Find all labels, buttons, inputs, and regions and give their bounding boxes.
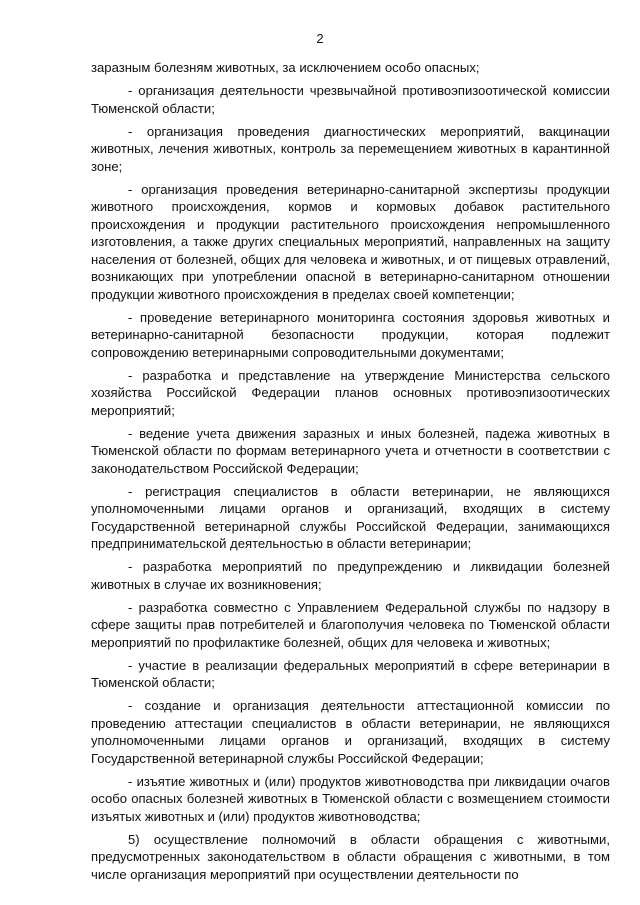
page-number: 2 <box>316 31 324 46</box>
paragraph: - регистрация специалистов в области ветеринарии, не являющихся уполномоченными лицами органов и организаций, входящих в систему Государственной ветеринарной службы Российской Федерации, занимающихся предпринимательской деятельностью в области ветеринарии; <box>91 483 610 551</box>
paragraph: - проведение ветеринарного мониторинга состояния здоровья животных и ветеринарно-санитарной безопасности продукции, которая подлежит сопровождению ветеринарными сопроводительными документами; <box>91 309 610 360</box>
paragraph: - разработка и представление на утверждение Министерства сельского хозяйства Российской Федерации планов основных противоэпизоотических мероприятий; <box>91 367 610 418</box>
paragraph: - организация деятельности чрезвычайной противоэпизоотической комиссии Тюменской области; <box>91 83 610 116</box>
paragraph: - разработка совместно с Управлением Федеральной службы по надзору в сфере защиты прав потребителей и благополучия человека по Тюменской области мероприятий по профилактике болезней, общих для человека и животных; <box>91 599 610 650</box>
paragraph: 5) осуществление полномочий в области обращения с животными, предусмотренных законодательством в области обращения с животными, в том числе организация мероприятий при осуществлении деятельности по <box>91 831 610 882</box>
paragraph: - организация проведения ветеринарно-санитарной экспертизы продукции животного происхождения, кормов и кормовых добавок растительного происхождения и продукции растительного происхождения непромышленного изготовления, а также других специальных мероприятий, направленных на защиту населения от болезней, общих для человека и животных, и от пищевых отравлений, возникающих при употреблении опасной в ветеринарно-санитарном отношении продукции животного происхождения в пределах своей компетенции; <box>91 181 610 302</box>
paragraph: - разработка мероприятий по предупреждению и ликвидации болезней животных в случае их возникновения; <box>91 559 610 592</box>
paragraph: - создание и организация деятельности аттестационной комиссии по проведению аттестации специалистов в области ветеринарии, не являющихся уполномоченными лицами органов и организаций, входящих в систему Государственной ветеринарной службы Российской Федерации; <box>91 698 610 766</box>
document-body <box>91 59 610 889</box>
paragraph: заразным болезням животных, за исключением особо опасных; <box>91 60 480 75</box>
paragraph: - организация проведения диагностических мероприятий, вакцинации животных, лечения животных, контроль за перемещением животных в карантинной зоне; <box>91 123 610 174</box>
paragraph: - изъятие животных и (или) продуктов животноводства при ликвидации очагов особо опасных болезней животных в Тюменской области с возмещением стоимости изъятых животных и (или) продуктов животноводства; <box>91 773 610 824</box>
paragraph: - участие в реализации федеральных мероприятий в сфере ветеринарии в Тюменской области; <box>91 657 610 690</box>
paragraph: - ведение учета движения заразных и иных болезней, падежа животных в Тюменской области по формам ветеринарного учета и отчетности в соответствии с законодательством Российской Федерации; <box>91 425 610 476</box>
